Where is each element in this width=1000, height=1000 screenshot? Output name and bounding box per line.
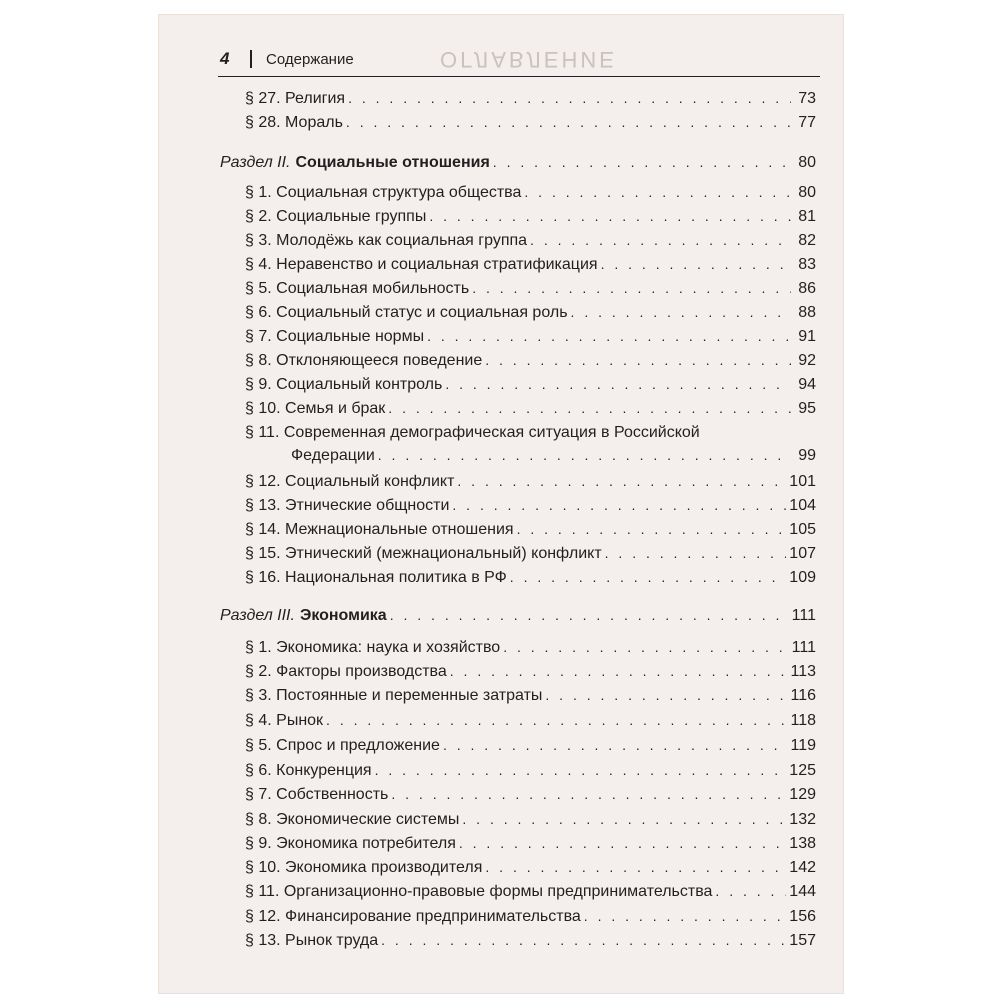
section-number: § 27. [245, 90, 281, 107]
page-ref: 118 [790, 712, 816, 729]
page-ref: 125 [789, 762, 816, 779]
toc-entry[interactable] [245, 542, 816, 565]
section-number: § 5. [245, 280, 272, 297]
page-ref: 73 [798, 90, 816, 107]
section-number: § 3. [245, 687, 272, 704]
section-number: § 2. [245, 663, 272, 680]
toc-entry[interactable] [245, 808, 816, 831]
toc-entry[interactable] [245, 349, 816, 372]
toc-entry[interactable] [245, 905, 816, 928]
entry-title: Социальная структура общества [276, 184, 522, 201]
entry-title: Неравенство и социальная стратификация [276, 256, 598, 273]
entry-title: Экономика производителя [285, 859, 483, 876]
leader-dots [429, 205, 791, 227]
page-ref: 101 [789, 473, 816, 490]
entry-title: Современная демографическая ситуация в Российской [283, 424, 700, 441]
toc-entry[interactable] [245, 660, 816, 683]
toc-entry[interactable] [245, 880, 816, 903]
leader-dots [530, 229, 791, 251]
page-number: 4 [220, 49, 230, 68]
leader-dots [462, 808, 786, 830]
section-number: § 7. [245, 786, 272, 803]
section-number: § 13. [245, 932, 281, 949]
leader-dots [381, 929, 786, 951]
entry-title: Этнические общности [285, 497, 450, 514]
entry-title: Конкуренция [276, 762, 372, 779]
toc-entry[interactable] [245, 253, 816, 276]
section-number: § 5. [245, 737, 272, 754]
page-ref: 82 [798, 232, 816, 249]
leader-dots [517, 518, 787, 540]
section-number: § 3. [245, 232, 272, 249]
toc-entry[interactable] [245, 325, 816, 348]
section-number: § 4. [245, 712, 272, 729]
section-number: § 1. [245, 639, 272, 656]
section-number: § 12. [245, 473, 281, 490]
section-number: § 8. [245, 352, 272, 369]
section-number: § 6. [245, 762, 272, 779]
entry-title: Факторы производства [276, 663, 447, 680]
toc-entry[interactable] [245, 783, 816, 806]
toc-entry[interactable] [245, 301, 816, 324]
leader-dots [472, 277, 791, 299]
section-number: § 4. [245, 256, 272, 273]
leader-dots [457, 470, 786, 492]
entry-title: Спрос и предложение [276, 737, 440, 754]
toc-entry[interactable] [245, 518, 816, 541]
leader-dots [348, 87, 791, 109]
page-ref: 91 [798, 328, 816, 345]
page-ref: 94 [798, 376, 816, 393]
toc-entry[interactable] [245, 856, 816, 879]
section-number: § 9. [245, 376, 272, 393]
leader-dots [571, 301, 791, 323]
entry-title: Социальный контроль [276, 376, 443, 393]
section-number: § 10. [245, 859, 281, 876]
page-ref: 132 [789, 811, 816, 828]
leader-dots [427, 325, 791, 347]
toc-entry[interactable] [245, 636, 816, 659]
entry-title-continued: Федерации [291, 447, 375, 464]
toc-entry-multiline[interactable] [245, 422, 816, 444]
section-number: § 10. [245, 400, 281, 417]
page-ref: 95 [798, 400, 816, 417]
section-number: § 13. [245, 497, 281, 514]
section-number: § 28. [245, 114, 281, 131]
page-ref: 107 [789, 545, 816, 562]
page-ref: 142 [789, 859, 816, 876]
entry-title: Социальные группы [276, 208, 427, 225]
page-ref: 105 [789, 521, 816, 538]
leader-dots [388, 397, 791, 419]
toc-entry[interactable] [245, 684, 816, 707]
page-ref: 86 [798, 280, 816, 297]
entry-title: Экономические системы [276, 811, 460, 828]
leader-dots [443, 734, 788, 756]
section-number: § 16. [245, 569, 281, 586]
entry-title: Семья и брак [285, 400, 386, 417]
page-ref: 111 [791, 639, 816, 656]
leader-dots [493, 151, 791, 173]
toc-entry[interactable] [245, 759, 816, 782]
entry-title: Отклоняющееся поведение [276, 352, 483, 369]
page-ref: 104 [789, 497, 816, 514]
section-number: § 2. [245, 208, 272, 225]
entry-title: Постоянные и переменные затраты [276, 687, 543, 704]
page-ref: 119 [790, 737, 816, 754]
page-ref: 109 [789, 569, 816, 586]
leader-dots [715, 880, 786, 902]
page-ref: 83 [798, 256, 816, 273]
leader-dots [452, 494, 786, 516]
section-number: § 15. [245, 545, 281, 562]
part-heading[interactable] [220, 151, 816, 174]
page-ref: 99 [798, 447, 816, 464]
entry-title: Социальный конфликт [285, 473, 455, 490]
entry-title: Мораль [285, 114, 343, 131]
page-ref: 88 [798, 304, 816, 321]
section-number: § 14. [245, 521, 281, 538]
leader-dots [485, 856, 786, 878]
entry-title: Рынок [276, 712, 324, 729]
leader-dots [326, 709, 787, 731]
page-ref: 157 [789, 932, 816, 949]
leader-dots [346, 111, 791, 133]
leader-dots [601, 253, 791, 275]
toc-entry[interactable] [245, 373, 816, 396]
leader-dots [459, 832, 786, 854]
leader-dots [450, 660, 788, 682]
page-ref: 113 [790, 663, 816, 680]
leader-dots [605, 542, 787, 564]
part-label: Раздел III. [220, 607, 295, 624]
toc-entry[interactable] [245, 832, 816, 855]
entry-title: Экономика: наука и хозяйство [276, 639, 501, 656]
toc-entry[interactable] [245, 494, 816, 517]
toc-entry[interactable] [245, 566, 816, 589]
part-label: Раздел II. [220, 154, 291, 171]
entry-title: Собственность [276, 786, 389, 803]
page-ref: 77 [798, 114, 816, 131]
entry-title: Организационно-правовые формы предпринимательства [283, 883, 713, 900]
section-number: § 1. [245, 184, 272, 201]
leader-dots [503, 636, 788, 658]
toc-entry[interactable] [245, 87, 816, 110]
leader-dots [445, 373, 791, 395]
section-number: § 6. [245, 304, 272, 321]
entry-title: Социальная мобильность [276, 280, 470, 297]
page-ref: 92 [798, 352, 816, 369]
bleed-through-text: ОГЛАВЛЕНИЕ [440, 47, 617, 72]
leader-dots [524, 181, 791, 203]
toc-entry[interactable] [245, 181, 816, 204]
section-number: § 12. [245, 908, 281, 925]
leader-dots [375, 759, 787, 781]
toc-entry[interactable] [245, 205, 816, 228]
page-ref: 116 [790, 687, 816, 704]
header-title: Содержание [266, 50, 354, 68]
toc-entry[interactable] [245, 397, 816, 420]
entry-title: Религия [285, 90, 346, 107]
section-number: § 11. [245, 883, 280, 900]
page-ref: 80 [798, 184, 816, 201]
toc-entry[interactable] [245, 929, 816, 952]
entry-title: Финансирование предпринимательства [285, 908, 581, 925]
section-number: § 8. [245, 811, 272, 828]
leader-dots [584, 905, 787, 927]
page-ref: 81 [798, 208, 816, 225]
entry-title: Экономика потребителя [276, 835, 456, 852]
leader-dots [545, 684, 787, 706]
toc-entry[interactable] [245, 229, 816, 252]
page-ref: 138 [789, 835, 816, 852]
section-number: § 9. [245, 835, 272, 852]
toc-entry[interactable] [245, 709, 816, 732]
page-ref: 144 [789, 883, 816, 900]
leader-dots [510, 566, 787, 588]
entry-title: Молодёжь как социальная группа [276, 232, 528, 249]
part-heading[interactable] [220, 604, 816, 627]
entry-title: Этнический (межнациональный) конфликт [285, 545, 602, 562]
leader-dots [391, 783, 786, 805]
section-number: § 7. [245, 328, 272, 345]
leader-dots [390, 604, 789, 626]
leader-dots [378, 444, 791, 466]
toc-entry[interactable] [245, 277, 816, 300]
page-ref: 80 [798, 154, 816, 171]
toc-entry-continuation[interactable] [291, 444, 816, 467]
leader-dots [485, 349, 791, 371]
entry-title: Социальные нормы [276, 328, 425, 345]
toc-entry[interactable] [245, 470, 816, 493]
page-ref: 129 [789, 786, 816, 803]
entry-title: Рынок труда [285, 932, 379, 949]
section-number: § 11. [245, 424, 280, 441]
page-ref: 111 [791, 607, 816, 624]
entry-title: Межнациональные отношения [285, 521, 514, 538]
toc-entry[interactable] [245, 111, 816, 134]
part-title: Экономика [299, 607, 387, 624]
part-title: Социальные отношения [295, 154, 490, 171]
entry-title: Социальный статус и социальная роль [276, 304, 568, 321]
entry-title: Национальная политика в РФ [285, 569, 507, 586]
toc-entry[interactable] [245, 734, 816, 757]
page-ref: 156 [789, 908, 816, 925]
